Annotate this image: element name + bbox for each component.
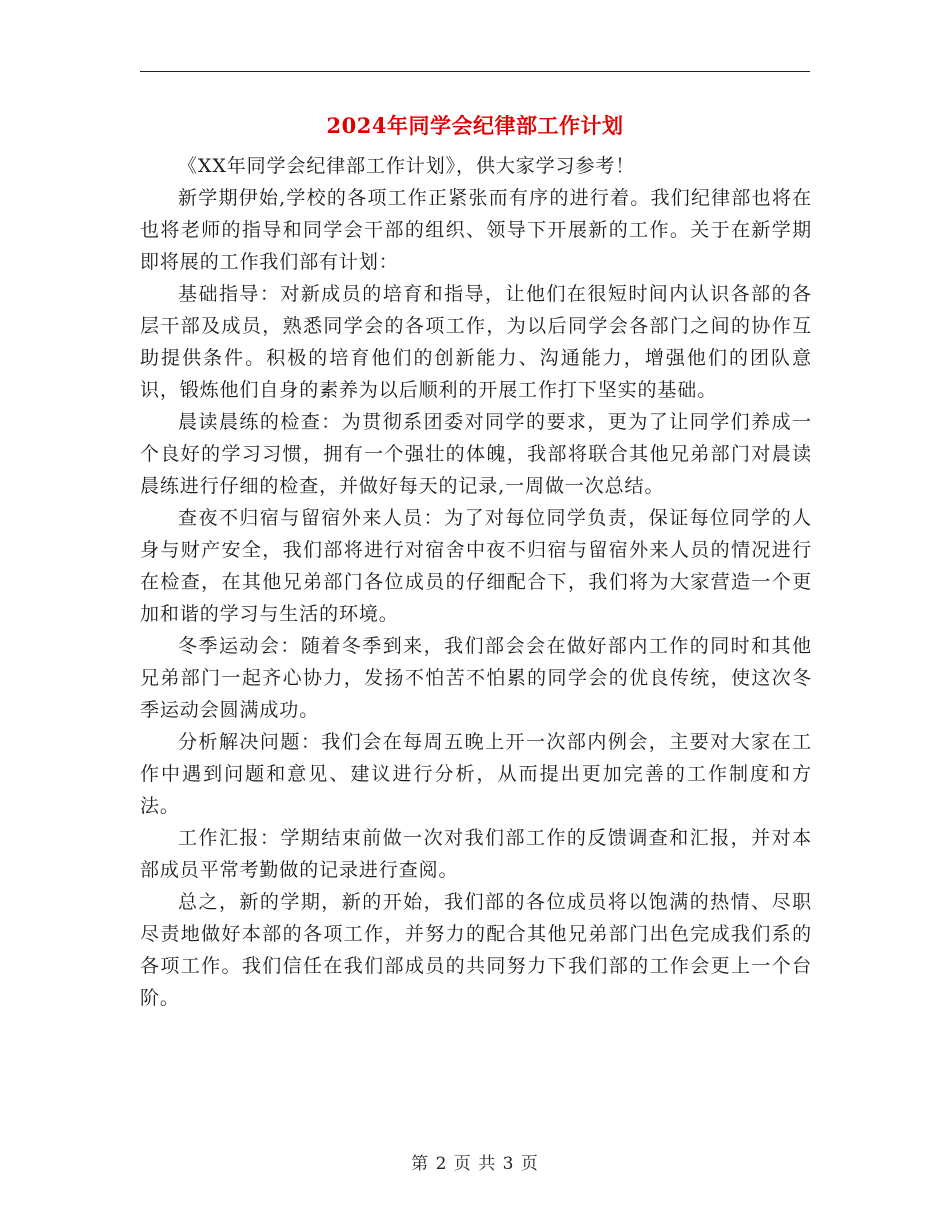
header-rule <box>140 71 810 72</box>
paragraph-intro: 《XX年同学会纪律部工作计划》，供大家学习参考！ <box>178 155 636 177</box>
paragraph-night-check: 查夜不归宿与留宿外来人员：为了对每位同学负责，保证每位同学的人身与财产安全，我们部将进行对宿舍中夜不归宿与留宿外来人员的情况进行在检查，在其他兄弟部门各位成员的仔细配合下，我们将为大家营造一个更加和谐的学习与生活的环境。 <box>140 507 812 625</box>
paragraph-problem-solving: 分析解决问题：我们会在每周五晚上开一次部内例会，主要对大家在工作中遇到问题和意见、建议进行分析，从而提出更加完善的工作制度和方法。 <box>140 731 812 817</box>
paragraph-basic-guidance: 基础指导：对新成员的培育和指导，让他们在很短时间内认识各部的各层干部及成员，熟悉同学会的各项工作，为以后同学会各部门之间的协作互助提供条件。积极的培育他们的创新能力、沟通能力，增强他们的团队意识，锻炼他们自身的素养为以后顺利的开展工作打下坚实的基础。 <box>140 283 812 401</box>
document-body <box>140 150 812 1014</box>
paragraph-work-report: 工作汇报：学期结束前做一次对我们部工作的反馈调查和汇报，并对本部成员平常考勤做的记录进行查阅。 <box>140 827 812 881</box>
paragraph-opening: 新学期伊始,学校的各项工作正紧张而有序的进行着。我们纪律部也将在也将老师的指导和同学会干部的组织、领导下开展新的工作。关于在新学期即将展的工作我们部有计划： <box>140 187 812 273</box>
document-title: 2024年同学会纪律部工作计划 <box>326 113 624 138</box>
paragraph-conclusion: 总之，新的学期，新的开始，我们部的各位成员将以饱满的热情、尽职尽责地做好本部的各项工作，并努力的配合其他兄弟部门出色完成我们系的各项工作。我们信任在我们部成员的共同努力下我们部的工作会更上一个台阶。 <box>140 891 812 1009</box>
paragraph-winter-sports: 冬季运动会：随着冬季到来，我们部会会在做好部内工作的同时和其他兄弟部门一起齐心协力，发扬不怕苦不怕累的同学会的优良传统，使这次冬季运动会圆满成功。 <box>140 635 812 721</box>
paragraph-morning-check: 晨读晨练的检查：为贯彻系团委对同学的要求，更为了让同学们养成一个良好的学习习惯，拥有一个强壮的体魄，我部将联合其他兄弟部门对晨读晨练进行仔细的检查，并做好每天的记录,一周做一次总结。 <box>140 411 812 497</box>
page-number: 第 2 页 共 3 页 <box>411 1154 539 1174</box>
